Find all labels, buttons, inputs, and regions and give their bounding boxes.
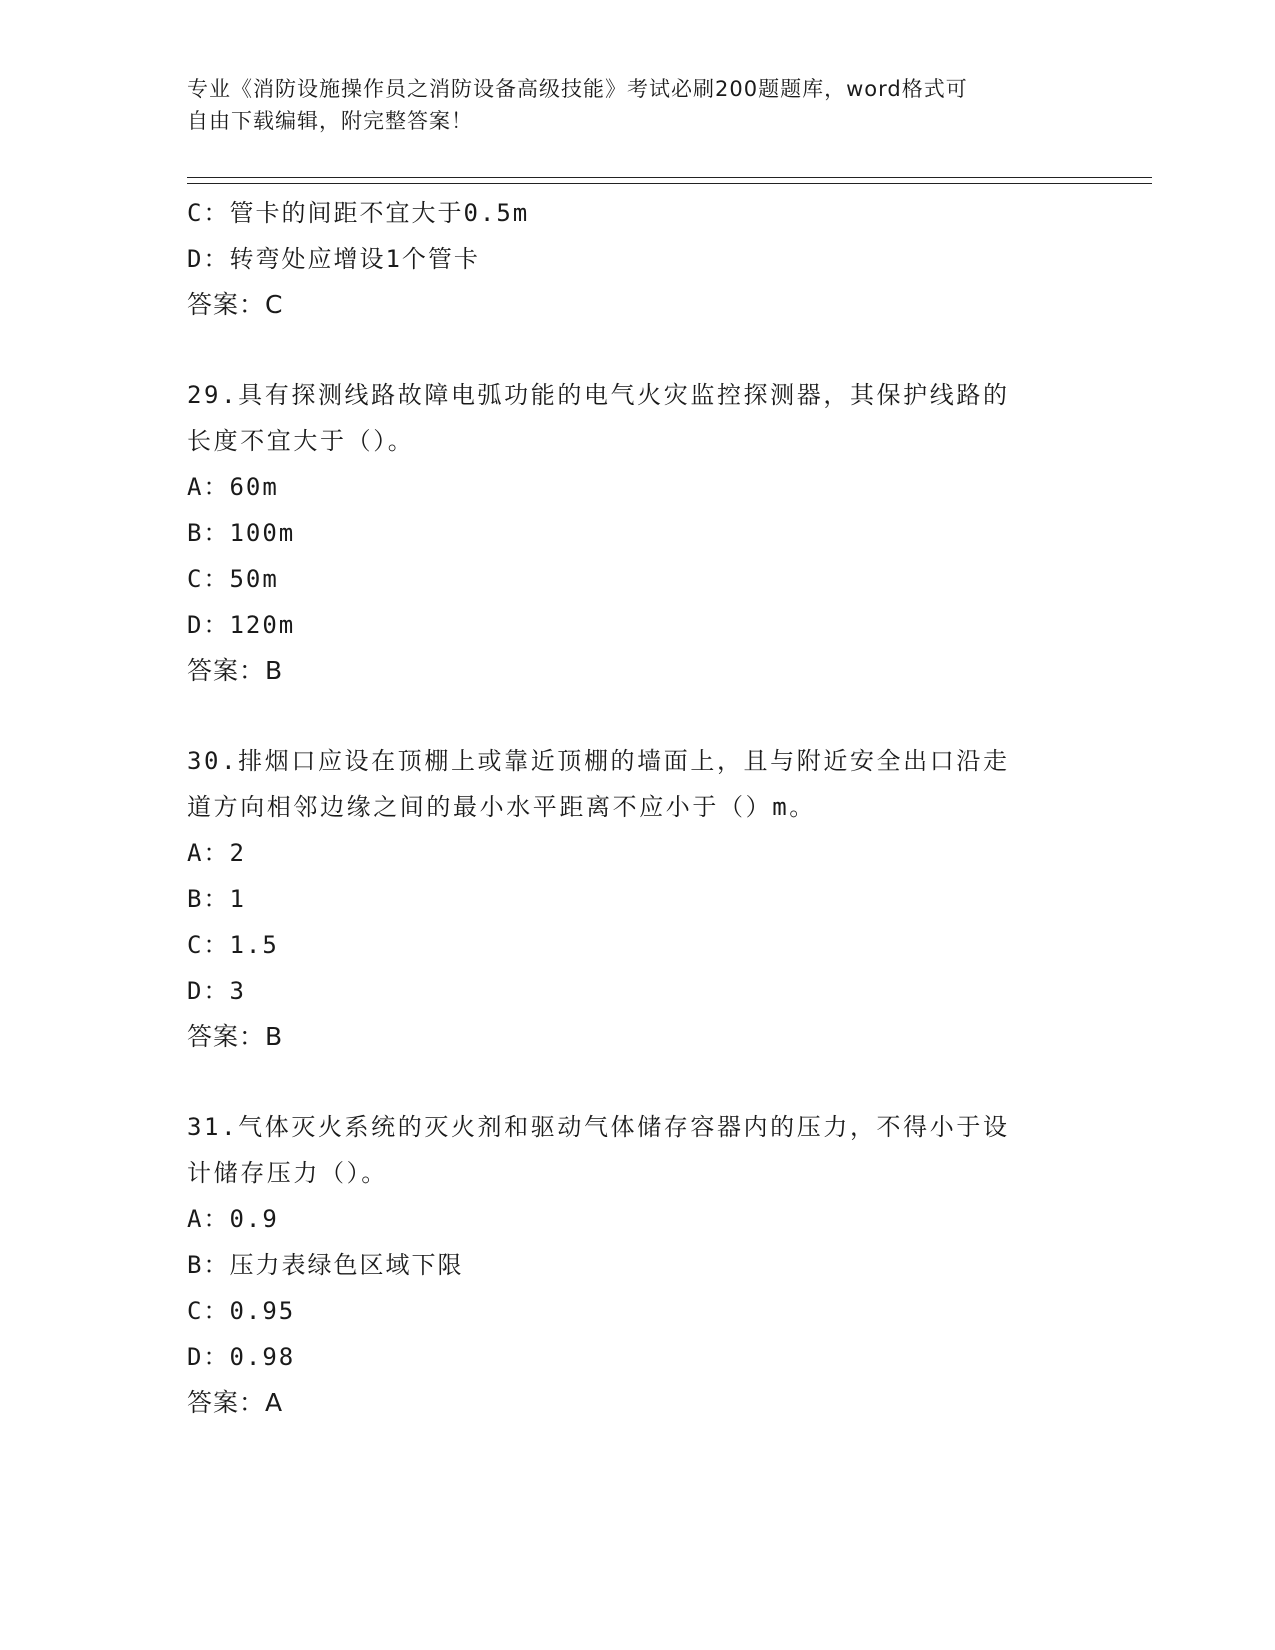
option-d: D：0.98 bbox=[187, 1343, 296, 1371]
document-body bbox=[187, 190, 1087, 1426]
option-b: B：100m bbox=[187, 519, 296, 547]
answer-line: 答案：B bbox=[187, 1022, 284, 1051]
carryover-question bbox=[187, 190, 1087, 328]
option-a: A：2 bbox=[187, 839, 246, 867]
header-divider-bottom bbox=[187, 183, 1152, 184]
option-c: C：1.5 bbox=[187, 931, 279, 959]
option-c: C：0.95 bbox=[187, 1297, 296, 1325]
question-29 bbox=[187, 372, 1087, 694]
option-d: D：3 bbox=[187, 977, 246, 1005]
question-text bbox=[187, 1104, 1087, 1196]
answer-line: 答案：A bbox=[187, 1388, 284, 1417]
question-text-line: 计储存压力（）。 bbox=[187, 1159, 388, 1187]
option-d: D：转弯处应增设1个管卡 bbox=[187, 245, 480, 273]
option-d: D：120m bbox=[187, 611, 296, 639]
question-text-line: 长度不宜大于（）。 bbox=[187, 427, 415, 455]
option-a: A：0.9 bbox=[187, 1205, 279, 1233]
question-text-line: 29.具有探测线路故障电弧功能的电气火灾监控探测器，其保护线路的 bbox=[187, 381, 1010, 409]
answer-line: 答案：C bbox=[187, 290, 284, 319]
question-text-line: 道方向相邻边缘之间的最小水平距离不应小于（）m。 bbox=[187, 793, 816, 821]
option-b: B：压力表绿色区域下限 bbox=[187, 1251, 464, 1279]
option-a: A：60m bbox=[187, 473, 279, 501]
question-30 bbox=[187, 738, 1087, 1060]
header-line-1: 专业《消防设施操作员之消防设备高级技能》考试必刷200题题库，word格式可 bbox=[187, 77, 968, 101]
spacer bbox=[187, 1060, 1087, 1104]
option-b: B：1 bbox=[187, 885, 246, 913]
question-text bbox=[187, 738, 1087, 830]
option-c: C：50m bbox=[187, 565, 279, 593]
document-header bbox=[187, 73, 1087, 137]
spacer bbox=[187, 694, 1087, 738]
header-divider-top bbox=[187, 177, 1152, 178]
spacer bbox=[187, 328, 1087, 372]
option-c: C：管卡的间距不宜大于0.5m bbox=[187, 199, 530, 227]
header-line-2: 自由下载编辑，附完整答案！ bbox=[187, 109, 473, 133]
question-31 bbox=[187, 1104, 1087, 1426]
question-text-line: 30.排烟口应设在顶棚上或靠近顶棚的墙面上，且与附近安全出口沿走 bbox=[187, 747, 1010, 775]
question-text-line: 31.气体灭火系统的灭火剂和驱动气体储存容器内的压力，不得小于设 bbox=[187, 1113, 1010, 1141]
question-text bbox=[187, 372, 1087, 464]
answer-line: 答案：B bbox=[187, 656, 284, 685]
